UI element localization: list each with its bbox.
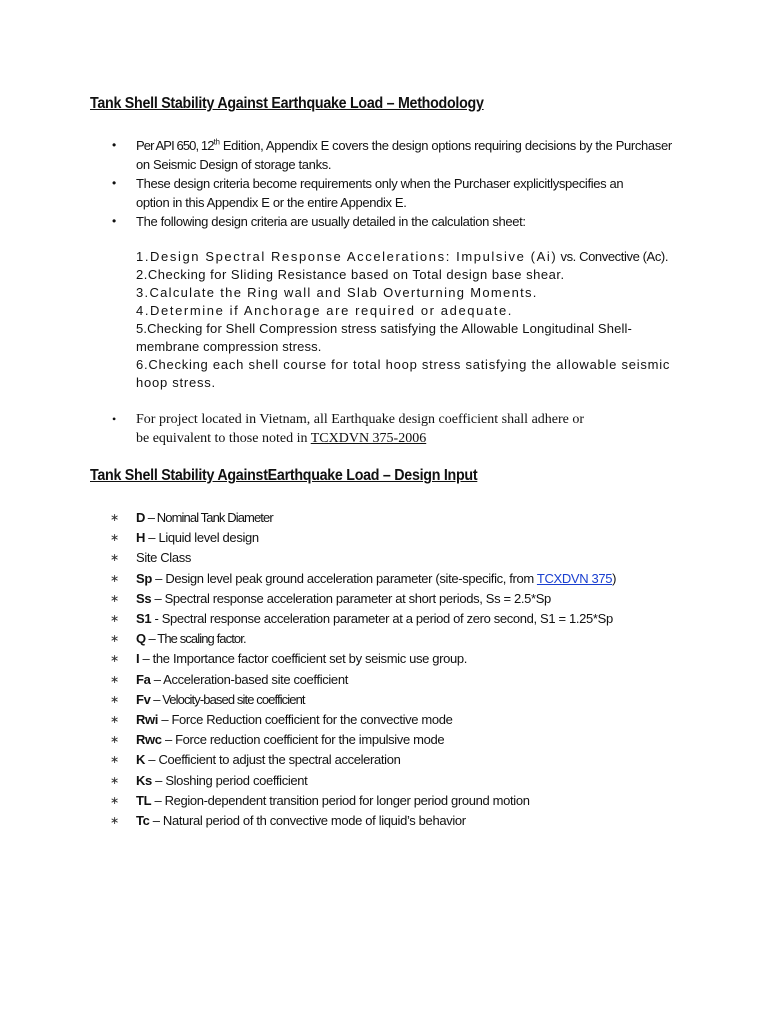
bullet-text-line2: on Seismic Design of storage tanks.: [136, 157, 332, 172]
parameter-symbol: Fa: [136, 671, 151, 687]
star-bullet-icon: ∗: [110, 592, 119, 605]
design-input-item: [110, 589, 696, 609]
parameter-symbol: H: [136, 530, 146, 546]
parameter-symbol: Ks: [136, 772, 152, 788]
parameter-description: – the Importance factor coefficient set by seismic use group.: [139, 651, 468, 667]
star-bullet-icon: ∗: [110, 633, 119, 646]
parameter-description: – Sloshing period coefficient: [151, 772, 308, 788]
bullet-text-line2: be equivalent to those noted in: [136, 431, 311, 446]
design-input-item: [110, 548, 696, 568]
parameter-description: – Natural period of th convective mode of liquid’s behavior: [149, 813, 466, 829]
parameter-description: Site Class: [136, 550, 192, 566]
criteria-item-3: 3.Calculate the Ring wall and Slab Overturning Moments.: [136, 285, 538, 300]
bullet-text-line1: For project located in Vietnam, all Earthquake design coefficient shall adhere or: [136, 412, 585, 427]
parameter-description: – Nominal Tank Diameter: [145, 510, 273, 525]
bullet-glyph: •: [112, 214, 116, 228]
criteria-item-1-text: 1.Design Spectral Response Accelerations: Impulsive (Ai): [136, 249, 558, 264]
parameter-description: – Liquid level design: [145, 530, 259, 546]
bullet-text-line2: option in this Appendix E or the entire Appendix E.: [136, 195, 407, 210]
parameter-symbol: S1: [136, 611, 152, 627]
bullet-glyph: •: [112, 412, 117, 426]
star-bullet-icon: ∗: [110, 774, 119, 787]
parameter-symbol: Fv: [136, 691, 151, 707]
parameter-description: – The scaling factor.: [145, 631, 246, 647]
design-input-item: [110, 710, 696, 730]
star-bullet-icon: ∗: [110, 572, 119, 585]
criteria-item-1: [136, 248, 681, 266]
tcxdvn-375-link[interactable]: TCXDVN 375: [536, 570, 613, 586]
parameter-description: – Force Reduction coefficient for the convective mode: [158, 712, 453, 728]
bullet-text-post: Edition, Appendix E covers the design options requiring decisions by the Purchaser: [219, 138, 672, 153]
design-input-item: [110, 528, 696, 548]
star-bullet-icon: ∗: [110, 613, 119, 626]
star-bullet-icon: ∗: [110, 794, 119, 807]
parameter-description: – Acceleration-based site coefficient: [150, 671, 348, 687]
star-bullet-icon: ∗: [110, 734, 119, 747]
star-bullet-icon: ∗: [110, 552, 119, 565]
star-bullet-icon: ∗: [110, 693, 119, 706]
parameter-description: – Design level peak ground acceleration parameter (site-specific, from: [151, 570, 537, 586]
design-input-list: [110, 508, 696, 831]
star-bullet-icon: ∗: [110, 532, 119, 545]
parameter-symbol: K: [136, 752, 146, 768]
star-bullet-icon: ∗: [110, 673, 119, 686]
criteria-item-5: 5.Checking for Shell Compression stress satisfying the Allowable Longitudinal Shell-membrane compression stress.: [136, 321, 633, 354]
design-input-item: [110, 811, 696, 831]
parameter-description: – Velocity-based site coefficient: [150, 691, 305, 707]
parameter-description-tail: ): [612, 570, 617, 586]
criteria-item-2: 2.Checking for Sliding Resistance based on Total design base shear.: [136, 267, 565, 282]
bullet-api650: [112, 136, 696, 174]
parameter-symbol: Ss: [136, 590, 152, 606]
bullet-following-criteria: [112, 212, 696, 231]
parameter-symbol: D: [136, 510, 146, 525]
design-input-heading: Tank Shell Stability AgainstEarthquake Load – Design Input: [90, 467, 478, 484]
parameter-symbol: Sp: [136, 570, 152, 586]
parameter-description: - Spectral response acceleration parameter at a period of zero second, S1 = 1.25*Sp: [151, 611, 613, 627]
bullet-text-line1: These design criteria become requirements only when the Purchaser explicitlyspecifies an: [136, 176, 624, 191]
design-input-item: [110, 791, 696, 811]
parameter-description: – Coefficient to adjust the spectral acceleration: [145, 752, 401, 768]
parameter-symbol: Rwi: [136, 712, 159, 728]
parameter-description: – Force reduction coefficient for the impulsive mode: [161, 732, 445, 748]
star-bullet-icon: ∗: [110, 512, 119, 524]
bullet-text: The following design criteria are usually detailed in the calculation sheet:: [136, 214, 526, 229]
design-input-item: [110, 609, 696, 629]
star-bullet-icon: ∗: [110, 754, 119, 767]
design-input-item: [110, 649, 696, 669]
design-input-item: [110, 690, 696, 710]
star-bullet-icon: ∗: [110, 653, 119, 666]
design-input-item: [110, 730, 696, 750]
design-input-item: [110, 569, 696, 589]
parameter-description: – Region-dependent transition period for longer period ground motion: [151, 792, 530, 808]
parameter-symbol: Rwc: [136, 732, 162, 748]
parameter-symbol: I: [136, 651, 140, 667]
bullet-design-criteria: [112, 174, 696, 212]
bullet-glyph: •: [112, 138, 116, 152]
bullet-text-pre: Per API 650, 12: [136, 138, 214, 153]
bullet-vietnam-code: [112, 410, 696, 448]
bullet-text-sup: th: [213, 137, 220, 147]
criteria-list: [136, 248, 681, 392]
tcxdvn-code: TCXDVN 375-2006: [310, 431, 427, 446]
design-input-item: [110, 508, 696, 528]
design-input-item: [110, 629, 696, 649]
criteria-item-1-tail: vs. Convective (Ac).: [557, 249, 669, 264]
design-input-item: [110, 771, 696, 791]
bullet-glyph: •: [112, 176, 116, 190]
criteria-item-4: 4.Determine if Anchorage are required or adequate.: [136, 303, 514, 318]
parameter-description: – Spectral response acceleration parameter at short periods, Ss = 2.5*Sp: [151, 590, 551, 606]
star-bullet-icon: ∗: [110, 815, 119, 828]
design-input-item: [110, 750, 696, 770]
design-input-item: [110, 670, 696, 690]
parameter-symbol: Q: [136, 631, 146, 647]
criteria-item-6: 6.Checking each shell course for total hoop stress satisfying the allowable seismic hoop stress.: [136, 357, 671, 390]
star-bullet-icon: ∗: [110, 714, 119, 727]
methodology-heading: Tank Shell Stability Against Earthquake Load – Methodology: [90, 95, 484, 112]
parameter-symbol: Tc: [136, 813, 150, 829]
parameter-symbol: TL: [136, 792, 152, 808]
